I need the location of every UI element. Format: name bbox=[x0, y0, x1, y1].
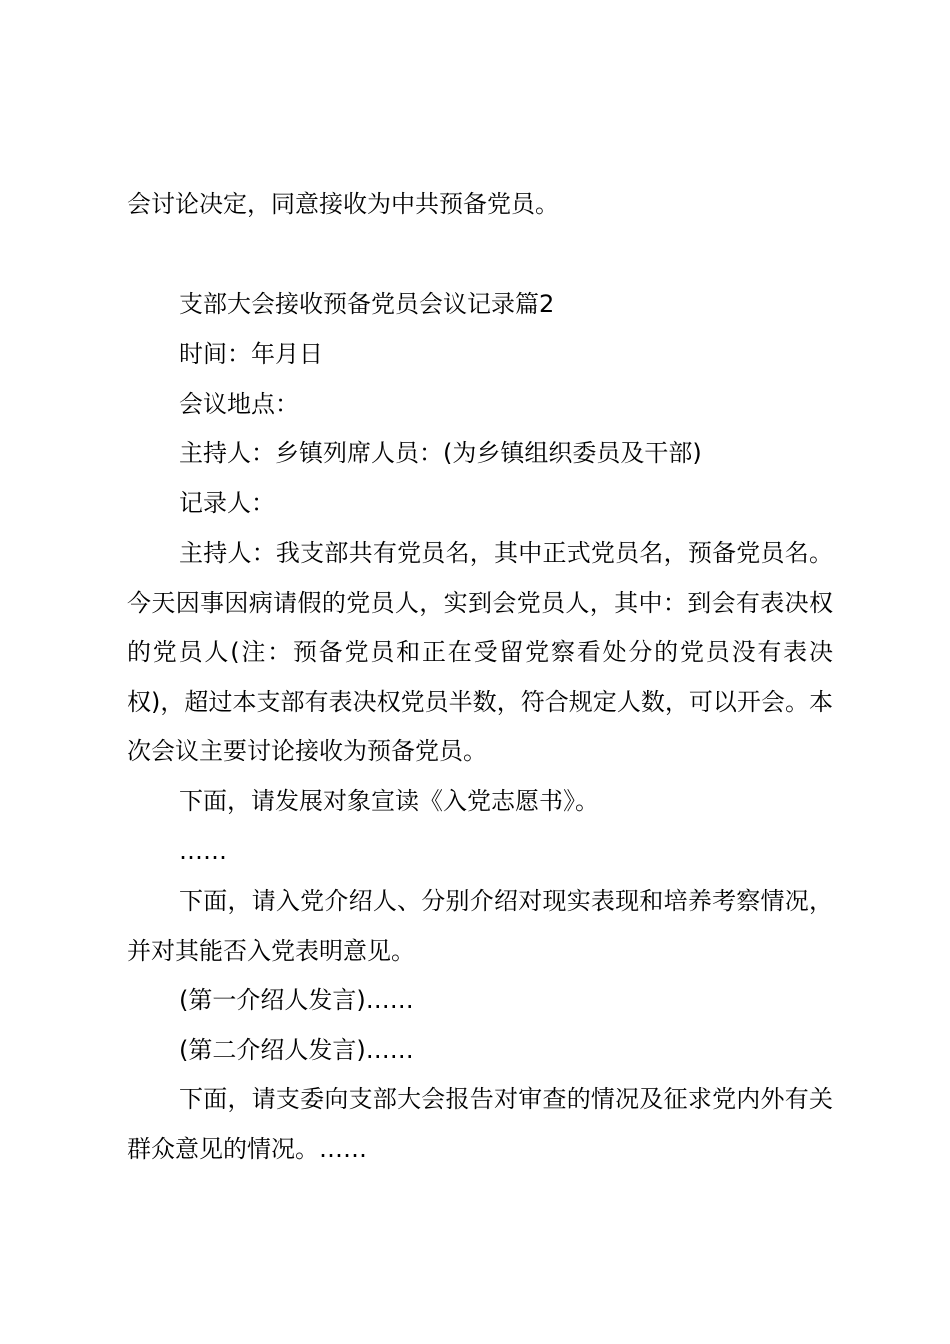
meeting-location: 会议地点： bbox=[179, 390, 299, 418]
meeting-time: 时间：年月日 bbox=[179, 340, 323, 368]
first-introducer-line: (第一介绍人发言)…… bbox=[179, 986, 414, 1014]
paragraph-continuation: 会讨论决定，同意接收为中共预备党员。 bbox=[127, 190, 559, 218]
paragraph-introducers: 下面，请入党介绍人、分别介绍对现实表现和培养考察情况，并对其能否入党表明意见。 bbox=[127, 887, 833, 965]
meeting-recorder: 记录人： bbox=[179, 489, 275, 517]
second-introducer-line: (第二介绍人发言)…… bbox=[179, 1036, 414, 1064]
paragraph-read-application: 下面，请发展对象宣读《入党志愿书》。 bbox=[179, 787, 599, 815]
meeting-host: 主持人：乡镇列席人员：(为乡镇组织委员及干部) bbox=[179, 439, 702, 467]
ellipsis-line: …… bbox=[179, 837, 227, 865]
paragraph-committee-report: 下面，请支委向支部大会报告对审查的情况及征求党内外有关群众意见的情况。…… bbox=[127, 1085, 833, 1163]
section-heading: 支部大会接收预备党员会议记录篇2 bbox=[179, 290, 555, 318]
host-opening-paragraph: 主持人：我支部共有党员名，其中正式党员名，预备党员名。今天因事因病请假的党员人，实到会党员人，其中：到会有表决权的党员人(注：预备党员和正在受留党察看处分的党员没有表决权)，超过本支部有表决权党员半数，符合规定人数，可以开会。本次会议主要讨论接收为预备党员。 bbox=[127, 539, 833, 765]
